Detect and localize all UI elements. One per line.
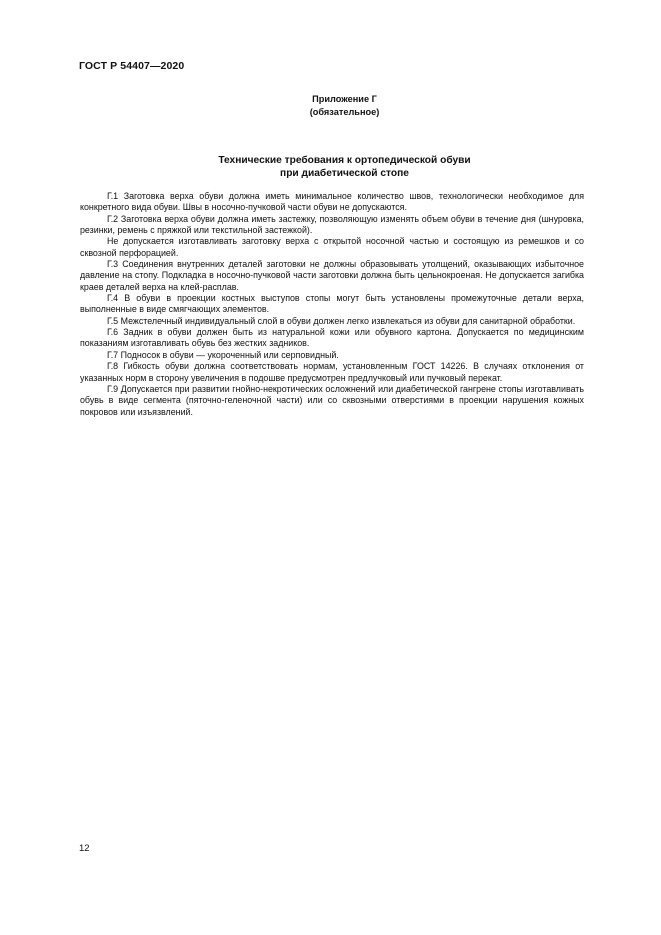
document-code-header: ГОСТ Р 54407—2020 xyxy=(79,60,185,72)
paragraph-g7: Г.7 Подносок в обуви — укороченный или серповидный. xyxy=(107,349,339,360)
paragraph-g2: Г.2 Заготовка верха обуви должна иметь застежку, позволяющую изменять объем обуви в течение дня (шнуровка, резинки, ремень с пряжкой или текстильной застежкой). xyxy=(80,213,584,236)
appendix-heading xyxy=(0,93,661,118)
paragraph-g1: Г.1 Заготовка верха обуви должна иметь минимальное количество швов, технологически необходимое для конкретного вида обуви. Швы в носочно-пучковой части обуви не допускаются. xyxy=(80,191,584,213)
section-title-line-1: Технические требования к ортопедической обуви xyxy=(218,155,471,166)
paragraph-g6: Г.6 Задник в обуви должен быть из натуральной кожи или обувного картона. Допускается по медицинским показаниям изготавливать обувь без жестких задников. xyxy=(80,327,584,349)
section-title xyxy=(0,154,661,180)
requirements-body xyxy=(80,191,584,418)
paragraph-g9: Г.9 Допускается при развитии гнойно-некротических осложнений или диабетической гангрене стопы изготавливать обувь в виде сегмента (пяточно-геленочной части) или со сквозными отверстиями в проекции нарушения кожных покровов или изъязвлений. xyxy=(80,383,584,417)
paragraph-g2-continuation: Не допускается изготавливать заготовку верха с открытой носочной частью и состоящую из ремешков и со сквозной перфорацией. xyxy=(80,236,584,258)
page-number: 12 xyxy=(79,843,90,854)
paragraph-g5: Г.5 Межстелечный индивидуальный слой в обуви должен легко извлекаться из обуви для санитарной обработки. xyxy=(107,315,576,326)
appendix-status: (обязательное) xyxy=(309,106,380,117)
section-title-line-2: при диабетической стопе xyxy=(280,168,409,179)
paragraph-g3: Г.3 Соединения внутренних деталей заготовки не должны образовывать утолщений, оказывающих избыточное давление на стопу. Подкладка в носочно-пучковой части заготовки должна быть цельнокроеная. Не допускается загибка краев деталей верха на клей-расплав. xyxy=(80,259,584,292)
appendix-label: Приложение Г xyxy=(312,94,377,104)
paragraph-g4: Г.4 В обуви в проекции костных выступов стопы могут быть установлены промежуточные детали верха, выполненные в виде смягчающих элементов. xyxy=(80,293,584,315)
paragraph-g8: Г.8 Гибкость обуви должна соответствовать нормам, установленным ГОСТ 14226. В случаях отклонения от указанных норм в сторону увеличения в подошве предусмотрен предлучковый или пучковый перекат. xyxy=(80,361,584,383)
